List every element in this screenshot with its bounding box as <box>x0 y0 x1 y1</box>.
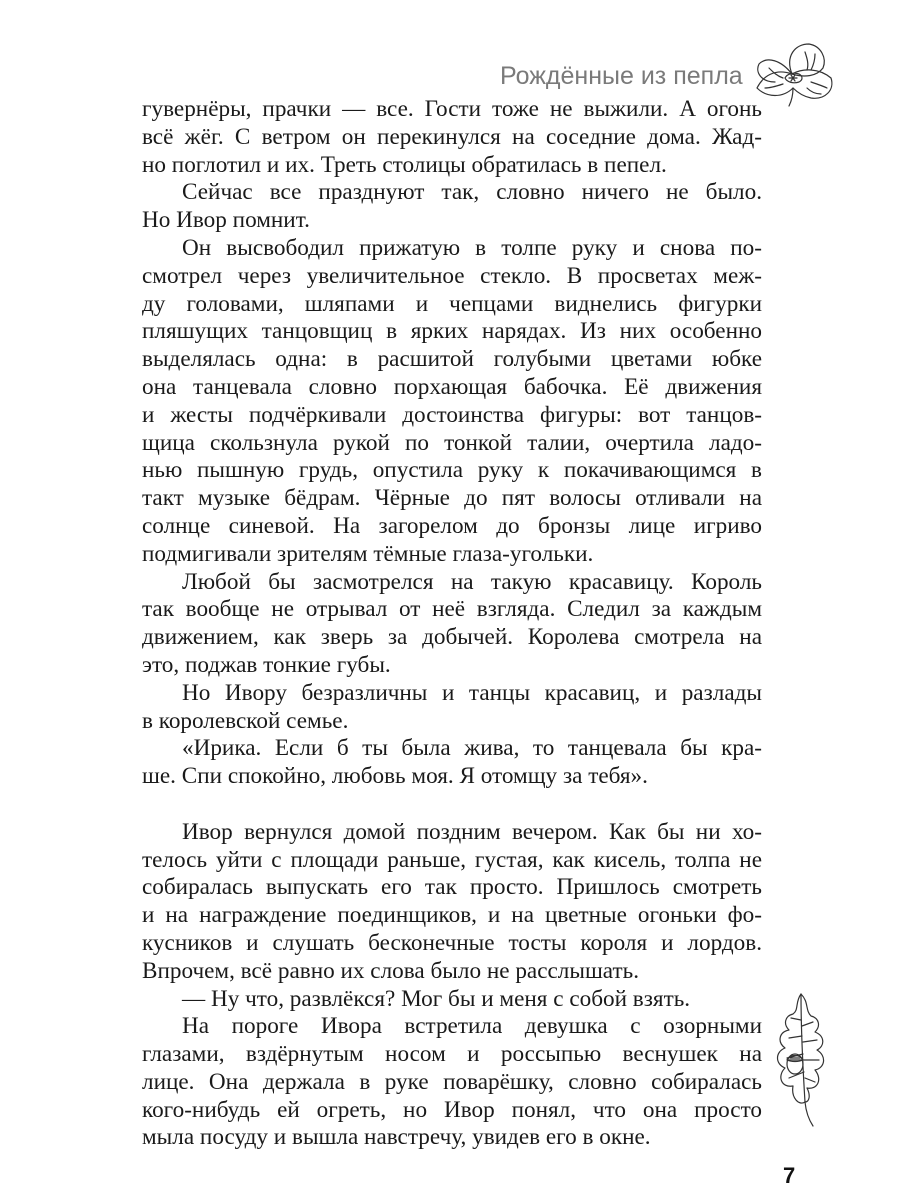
text-line: выделялась одна: в расшитой голубыми цветами юбке <box>142 346 762 373</box>
text-line: кого-нибудь ей огреть, но Ивор понял, что она просто <box>142 1096 762 1123</box>
text-line: и на награждение поединщиков, и на цветные огоньки фо- <box>142 902 762 929</box>
text-line: смотрел через увеличительное стекло. В просветах меж- <box>142 262 762 289</box>
text-line: — Ну что, развлёкся? Мог бы и меня с собой взять. <box>182 985 691 1012</box>
oak-leaf-acorn-icon <box>765 990 835 1130</box>
text-line: нью пышную грудь, опустила руку к покачивающимся в <box>142 457 762 484</box>
text-line: глазами, вздёрнутым носом и россыпью веснушек на <box>142 1041 762 1068</box>
text-line: Но Ивор помнит. <box>142 207 310 234</box>
text-line: она танцевала словно порхающая бабочка. Её движения <box>142 373 762 400</box>
text-line: Впрочем, всё равно их слова было не расслышать. <box>142 957 640 984</box>
text-line: гувернёры, прачки — все. Гости тоже не выжили. А огонь <box>142 96 762 122</box>
text-line: в королевской семье. <box>142 707 349 734</box>
text-line: и жесты подчёркивали достоинства фигуры: вот танцов- <box>142 401 762 428</box>
text-line: мыла посуду и вышла навстречу, увидев его в окне. <box>142 1124 651 1151</box>
text-line: Но Ивору безразличны и танцы красавиц, и разлады <box>182 679 762 706</box>
text-line: Сейчас все празднуют так, словно ничего не было. <box>182 179 762 206</box>
text-line: так вообще не отрывал от неё взгляда. Следил за каждым <box>142 596 762 623</box>
text-line: пляшущих танцовщиц в ярких нарядах. Из них особенно <box>142 318 762 345</box>
text-line: лице. Она держала в руке поварёшку, словно собиралась <box>142 1068 762 1095</box>
text-line: кусников и слушать бесконечные тосты короля и лордов. <box>142 929 762 956</box>
text-line: движением, как зверь за добычей. Королева смотрела на <box>142 624 762 651</box>
text-line: такт музыке бёдрам. Чёрные до пят волосы отливали на <box>142 485 762 512</box>
text-line: но поглотил и их. Треть столицы обратилась в пепел. <box>142 151 667 178</box>
text-line: ду головами, шляпами и чепцами виднелись фигурки <box>142 290 762 317</box>
text-line: На пороге Ивора встретила девушка с озорными <box>182 1013 762 1040</box>
text-line: Ивор вернулся домой поздним вечером. Как бы ни хо- <box>182 818 762 845</box>
text-line: Любой бы засмотрелся на такую красавицу. Король <box>182 568 762 595</box>
text-line: это, поджав тонкие губы. <box>142 651 391 678</box>
text-line: «Ирика. Если б ты была жива, то танцевала бы кра- <box>182 735 762 762</box>
text-line: ше. Спи спокойно, любовь моя. Я отомщу за тебя». <box>142 763 648 790</box>
page-number: 7 <box>783 1163 796 1188</box>
text-line: всё жёг. С ветром он перекинулся на соседние дома. Жад- <box>142 123 762 150</box>
text-line: собиралась выпускать его так просто. Пришлось смотреть <box>142 874 762 901</box>
section-break <box>142 791 762 819</box>
text-line: телось уйти с площади раньше, густая, как кисель, толпа не <box>142 846 762 873</box>
text-line: щица скользнула рукой по тонкой талии, очертила ладо- <box>142 429 762 456</box>
text-line: подмигивали зрителям тёмные глаза-угольки. <box>142 540 594 567</box>
text-line: Он высвободил прижатую в толпе руку и снова по- <box>182 234 762 261</box>
body-text <box>142 96 762 1152</box>
text-line: солнце синевой. На загорелом до бронзы лице игриво <box>142 512 762 539</box>
running-title: Рождённые из пепла <box>500 62 743 90</box>
